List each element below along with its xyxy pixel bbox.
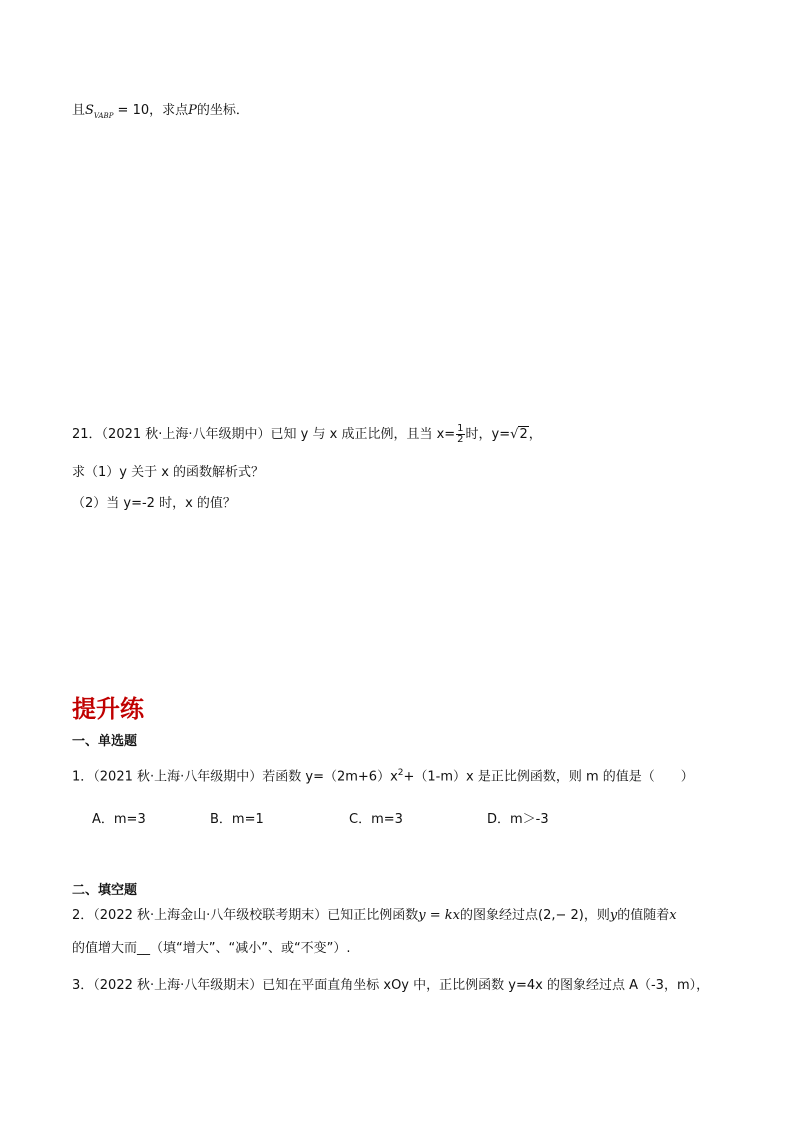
q2-var-y: y <box>609 908 618 923</box>
sqrt-radicand: 2 <box>519 427 528 442</box>
option-a: A．m=3 <box>92 812 146 827</box>
question-21-part-2: （2）当 y=-2 时，x 的值？ <box>72 496 236 511</box>
text-prefix: 且 <box>72 103 86 118</box>
area-value: = 10 <box>113 103 150 118</box>
q2-lead: 2．（2022 秋·上海金山·八年级校联考期末）已知正比例函数 <box>72 908 419 923</box>
q2-mid2: ，则 <box>583 908 610 923</box>
text-end: 的坐标． <box>196 103 249 118</box>
area-condition-line <box>72 102 249 125</box>
q21-end: ， <box>528 427 542 442</box>
q2-var-x: x <box>669 908 677 923</box>
sqrt-icon: √ <box>510 427 519 442</box>
subsection-fill-in: 二、填空题 <box>72 883 138 898</box>
q2-mid: 的图象经过点 <box>459 908 538 923</box>
q1-rest: +（1-m）x 是正比例函数，则 m 的值是（ ） <box>403 769 694 785</box>
option-c: C．m=3 <box>349 812 403 827</box>
question-1-stem <box>72 764 694 786</box>
question-2-line-2: 的值增大而__（填“增大”、“减小”、或“不变”）. <box>72 941 351 956</box>
q1-lead: 1．（2021 秋·上海·八年级期中）若函数 y=（2m+6）x <box>72 769 398 785</box>
q21-lead: 21．（2021 秋·上海·八年级期中）已知 y 与 x 成正比例，且当 x= <box>72 427 456 442</box>
fraction-one-half <box>456 424 464 445</box>
subsection-single-choice: 一、单选题 <box>72 734 138 749</box>
area-symbol: S <box>85 103 94 118</box>
area-subscript: VABP <box>93 112 114 120</box>
fraction-denominator: 2 <box>457 434 464 445</box>
question-21-stem <box>72 424 542 445</box>
point-p: P <box>188 103 197 118</box>
q2-mid3: 的值随着 <box>617 908 670 923</box>
section-title: 提升练 <box>72 694 144 723</box>
q21-mid: 时，y= <box>465 427 511 442</box>
question-2-stem <box>72 907 677 925</box>
question-3-stem: 3．（2022 秋·上海·八年级期末）已知在平面直角坐标 xOy 中，正比例函数 y=4x 的图象经过点 A（-3，m）， <box>72 978 710 993</box>
fraction-numerator: 1 <box>457 423 464 434</box>
q2-formula: y = kx <box>418 908 460 923</box>
q1-exponent: 2 <box>397 768 404 778</box>
text-suffix: ，求点 <box>149 103 189 118</box>
option-d: D．m＞-3 <box>487 812 549 827</box>
question-21-part-1: 求（1）y 关于 x 的函数解析式？ <box>72 465 265 480</box>
option-b: B．m=1 <box>210 812 264 827</box>
q2-point: (2,− 2) <box>538 908 584 923</box>
